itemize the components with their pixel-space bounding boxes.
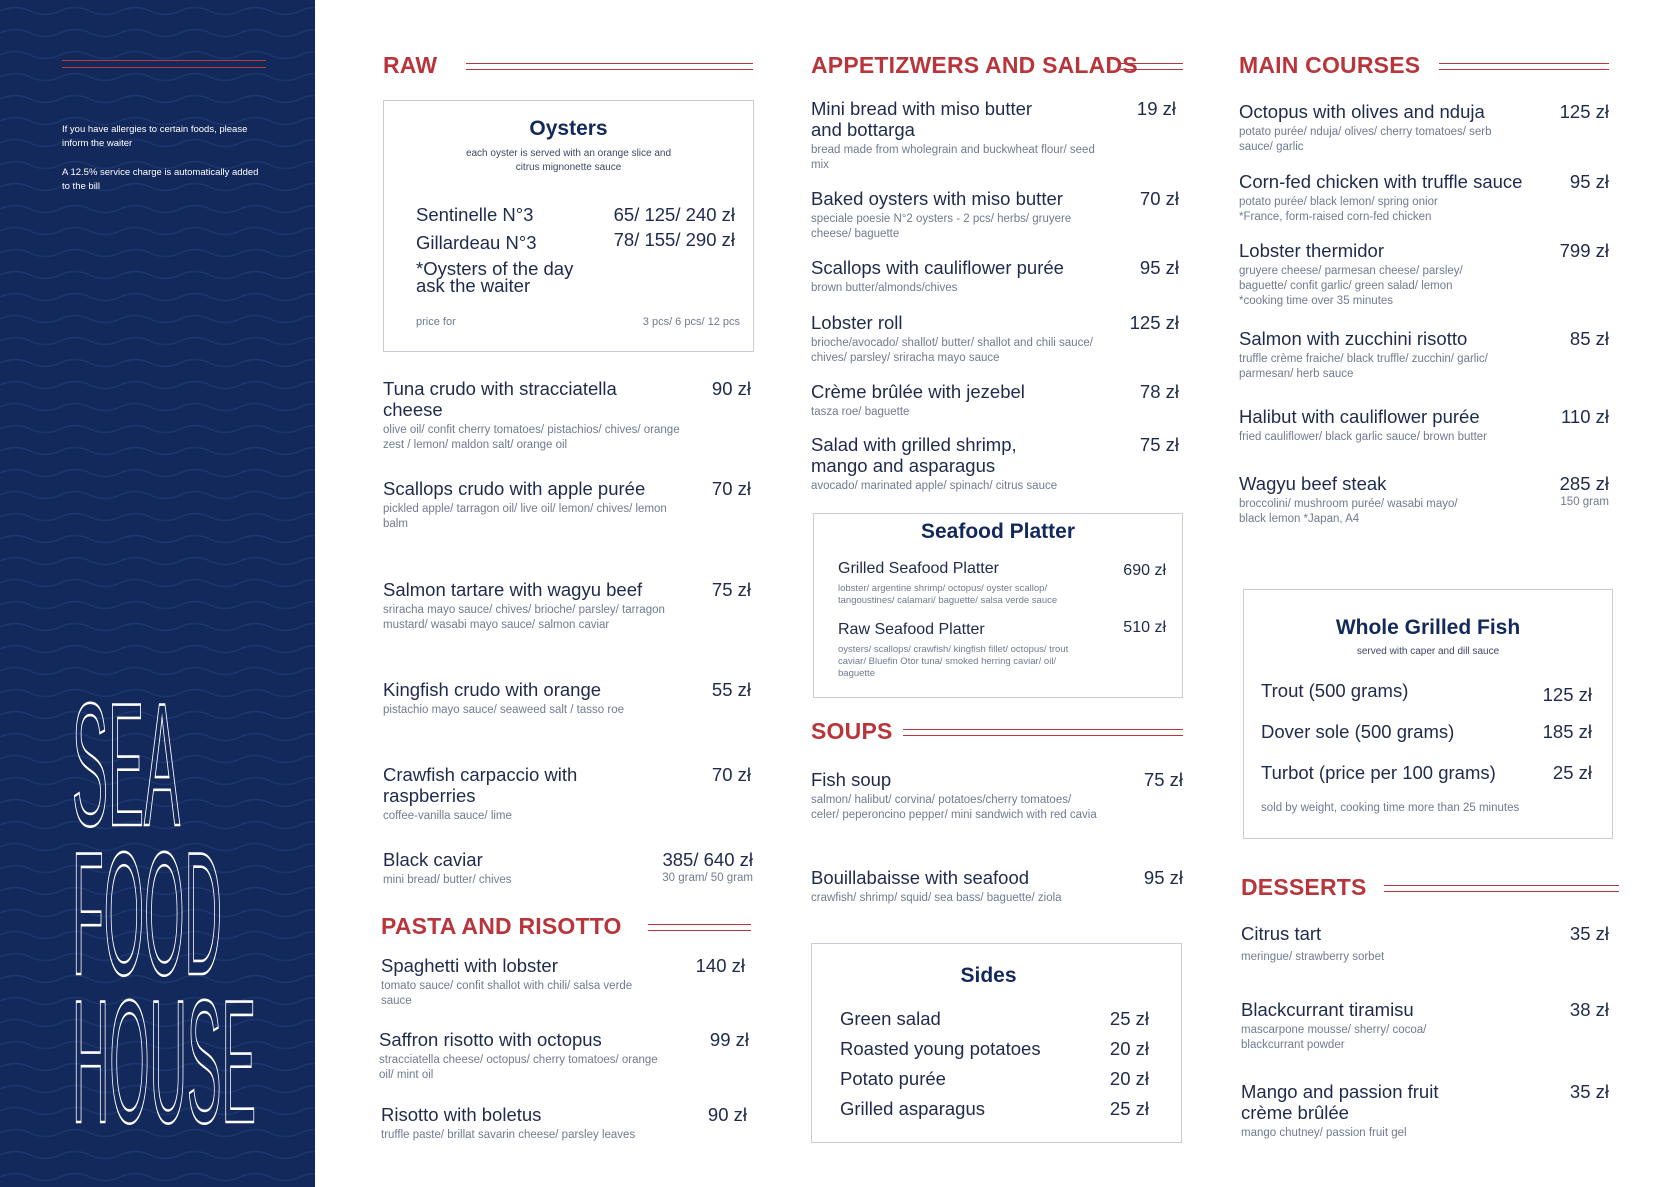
- side-price: 25 zł: [1109, 1098, 1149, 1119]
- fish-name: Dover sole (500 grams): [1261, 721, 1455, 742]
- item-desc: truffle crème fraiche/ black truffle/ zucchin/ garlic/ parmesan/ herb sauce: [1239, 353, 1488, 380]
- side-name: Roasted young potatoes: [840, 1038, 1041, 1059]
- brand-logo: [72, 690, 302, 1130]
- item-name: Saffron risotto with octopus: [379, 1029, 602, 1050]
- item-name: Crème brûlée with jezebel: [811, 381, 1025, 402]
- menu-item: [381, 955, 753, 1009]
- item-price: 35 zł: [1569, 1081, 1609, 1102]
- side-name: Grilled asparagus: [840, 1098, 985, 1119]
- section-title: MAIN COURSES: [1239, 52, 1421, 78]
- side-name: Potato purée: [840, 1068, 946, 1089]
- section-rule: [1119, 63, 1183, 70]
- item-price: 140 zł: [695, 955, 745, 976]
- item-desc: truffle paste/ brillat savarin cheese/ parsley leaves: [381, 1129, 636, 1141]
- section-title: PASTA AND RISOTTO: [381, 913, 622, 939]
- section-title: RAW: [383, 52, 438, 78]
- item-desc: brown butter/almonds/chives: [811, 282, 958, 294]
- oysters-of-day-note: *Oysters of the day ask the waiter: [416, 258, 574, 296]
- menu-item: [383, 579, 753, 633]
- item-desc: pistachio mayo sauce/ seaweed salt / tasso roe: [383, 704, 624, 716]
- item-name: Risotto with boletus: [381, 1104, 542, 1125]
- item-desc: coffee-vanilla sauce/ lime: [383, 810, 512, 822]
- section-soups: [811, 718, 1181, 748]
- section-appetizers: [811, 52, 1181, 82]
- platter-desc: oysters/ scallops/ crawfish/ kingfish fillet/ octopus/ trout caviar/ Bluefin Otor tuna/ smoked herring caviar/ oil/ baguette: [838, 644, 1069, 679]
- menu-item: [811, 434, 1181, 494]
- item-price: 35 zł: [1569, 923, 1609, 944]
- oyster-name: Sentinelle N°3: [416, 204, 534, 225]
- item-desc: gruyere cheese/ parmesan cheese/ parsley/ baguette/ confit garlic/ green salad/ lemon *cooking time over 35 minutes: [1239, 265, 1463, 307]
- item-qty: 30 gram/ 50 gram: [662, 872, 753, 884]
- item-name: Octopus with olives and nduja: [1239, 101, 1485, 122]
- sides-title: Sides: [960, 964, 1017, 987]
- item-price: 85 zł: [1569, 328, 1609, 349]
- item-name: Scallops crudo with apple purée: [383, 478, 646, 499]
- item-price: 70 zł: [711, 764, 751, 785]
- platter-price: 690 zł: [1123, 562, 1166, 579]
- item-name: Corn-fed chicken with truffle sauce: [1239, 171, 1523, 192]
- item-price: 75 zł: [1143, 769, 1183, 790]
- item-name: Crawfish carpaccio with raspberries: [383, 764, 578, 806]
- section-rule: [1439, 63, 1609, 70]
- item-price: 99 zł: [709, 1029, 749, 1050]
- item-desc: bread made from wholegrain and buckwheat flour/ seed mix: [811, 144, 1095, 171]
- item-name: Baked oysters with miso butter: [811, 188, 1063, 209]
- side-panel: [0, 0, 315, 1187]
- platter-name: Raw Seafood Platter: [838, 621, 985, 638]
- item-desc: sriracha mayo sauce/ chives/ brioche/ parsley/ tarragon mustard/ wasabi mayo sauce/ salmon caviar: [383, 604, 665, 631]
- side-price: 20 zł: [1109, 1068, 1149, 1089]
- menu-item: [811, 257, 1181, 296]
- fish-title: Whole Grilled Fish: [1335, 616, 1521, 639]
- brand-line-1: SEA: [72, 690, 181, 863]
- sides-box: [811, 943, 1182, 1143]
- side-name: Green salad: [840, 1008, 941, 1029]
- fish-note: sold by weight, cooking time more than 25 minutes: [1261, 802, 1520, 814]
- side-notes: [62, 123, 262, 209]
- brand-line-3: HOUSE: [72, 965, 256, 1130]
- item-name: Lobster roll: [811, 312, 903, 333]
- item-desc: salmon/ halibut/ corvina/ potatoes/cherry tomatoes/ celer/ peperoncino pepper/ mini sandwich with red cavia: [811, 794, 1097, 821]
- item-name: Spaghetti with lobster: [381, 955, 558, 976]
- item-name: Salmon with zucchini risotto: [1239, 328, 1468, 349]
- item-name: Black caviar: [383, 849, 483, 870]
- item-desc: meringue/ strawberry sorbet: [1241, 951, 1385, 963]
- menu-item: [1239, 240, 1613, 309]
- fish-name: Turbot (price per 100 grams): [1261, 762, 1496, 783]
- item-price: 70 zł: [1139, 188, 1179, 209]
- menu-item: [811, 867, 1181, 906]
- platter-price: 510 zł: [1123, 619, 1166, 636]
- menu-item: [811, 188, 1181, 242]
- oyster-price: 78/ 155/ 290 zł: [613, 229, 735, 250]
- item-desc: pickled apple/ tarragon oil/ live oil/ lemon/ chives/ lemon balm: [383, 503, 667, 530]
- menu-item: [1241, 923, 1613, 965]
- menu-item: [383, 849, 753, 888]
- item-name: Halibut with cauliflower purée: [1239, 406, 1480, 427]
- item-name: Bouillabaisse with seafood: [811, 867, 1030, 888]
- menu-item: [379, 1029, 753, 1083]
- menu-item: [383, 478, 753, 532]
- price-for-label: price for: [416, 316, 456, 328]
- section-rule: [466, 63, 753, 70]
- menu-item: [1239, 473, 1613, 527]
- menu-item: [1239, 328, 1613, 382]
- item-price: 95 zł: [1569, 171, 1609, 192]
- section-pasta: [381, 913, 753, 943]
- item-price: 125 zł: [1129, 312, 1179, 333]
- menu-item: [383, 378, 753, 453]
- item-desc: tomato sauce/ confit shallot with chili/ salsa verde sauce: [381, 980, 633, 1007]
- item-name: Blackcurrant tiramisu: [1241, 999, 1414, 1020]
- section-raw: [383, 52, 753, 82]
- item-price: 385/ 640 zł: [662, 849, 753, 870]
- side-price: 25 zł: [1109, 1008, 1149, 1029]
- item-desc: olive oil/ confit cherry tomatoes/ pistachios/ chives/ orange zest / lemon/ maldon salt/ orange oil: [383, 424, 680, 451]
- menu-item: [1241, 1081, 1613, 1141]
- item-desc: mascarpone mousse/ sherry/ cocoa/ blackcurrant powder: [1241, 1024, 1427, 1051]
- item-name: Mini bread with miso butter and bottarga: [811, 98, 1033, 140]
- item-price: 125 zł: [1559, 101, 1609, 122]
- platter-name: Grilled Seafood Platter: [838, 560, 999, 577]
- item-desc: fried cauliflower/ black garlic sauce/ brown butter: [1239, 431, 1488, 443]
- item-price: 78 zł: [1139, 381, 1179, 402]
- fish-price: 125 zł: [1542, 684, 1592, 705]
- item-desc: broccolini/ mushroom purée/ wasabi mayo/ black lemon *Japan, A4: [1239, 498, 1458, 525]
- section-title: APPETIZWERS AND SALADS: [811, 52, 1138, 78]
- menu-item: [1239, 406, 1613, 445]
- item-desc: mango chutney/ passion fruit gel: [1241, 1127, 1407, 1139]
- item-desc: potato purée/ nduja/ olives/ cherry tomatoes/ serb sauce/ garlic: [1239, 126, 1492, 153]
- item-price: 75 zł: [711, 579, 751, 600]
- menu-item: [383, 679, 753, 718]
- item-qty: 150 gram: [1560, 496, 1609, 508]
- allergy-note: If you have allergies to certain foods, please inform the waiter: [62, 124, 248, 149]
- item-price: 90 zł: [707, 1104, 747, 1125]
- menu-item: [811, 769, 1181, 823]
- item-name: Salad with grilled shrimp, mango and asparagus: [811, 434, 1017, 476]
- menu-item: [1241, 999, 1613, 1053]
- section-rule: [648, 924, 751, 931]
- menu-item: [811, 381, 1181, 420]
- fish-name: Trout (500 grams): [1261, 680, 1409, 701]
- item-desc: tasza roe/ baguette: [811, 406, 910, 418]
- item-price: 90 zł: [711, 378, 751, 399]
- price-for-value: 3 pcs/ 6 pcs/ 12 pcs: [642, 316, 740, 328]
- oyster-price: 65/ 125/ 240 zł: [613, 204, 735, 225]
- platter-desc: lobster/ argentine shrimp/ octopus/ oyster scallop/ tangoustines/ calamari/ baguette/ salsa verde sauce: [838, 583, 1058, 606]
- item-price: 95 zł: [1139, 257, 1179, 278]
- section-desserts: [1241, 874, 1613, 904]
- section-title: DESSERTS: [1241, 874, 1367, 900]
- service-note: A 12.5% service charge is automatically added to the bill: [62, 167, 259, 192]
- fish-price: 185 zł: [1542, 721, 1592, 742]
- side-rule: [62, 60, 266, 68]
- item-desc: brioche/avocado/ shallot/ butter/ shallot and chili sauce/ chives/ parsley/ sriracha mayo sauce: [811, 337, 1093, 364]
- fish-price: 25 zł: [1552, 762, 1592, 783]
- section-title: SOUPS: [811, 718, 893, 744]
- section-rule: [903, 729, 1183, 736]
- item-price: 285 zł: [1559, 473, 1609, 494]
- section-rule: [1384, 885, 1619, 892]
- item-name: Kingfish crudo with orange: [383, 679, 602, 700]
- item-desc: avocado/ marinated apple/ spinach/ citrus sauce: [811, 480, 1058, 492]
- platter-title: Seafood Platter: [920, 520, 1076, 543]
- item-desc: mini bread/ butter/ chives: [383, 874, 512, 886]
- side-price: 20 zł: [1109, 1038, 1149, 1059]
- item-desc: stracciatella cheese/ octopus/ cherry tomatoes/ orange oil/ mint oil: [379, 1054, 658, 1081]
- section-mains: [1239, 52, 1613, 82]
- menu-item: [811, 312, 1181, 366]
- item-name: Wagyu beef steak: [1239, 473, 1387, 494]
- platter-box: [813, 513, 1183, 698]
- item-desc: speciale poesie N°2 oysters - 2 pcs/ herbs/ gruyere cheese/ baguette: [811, 213, 1072, 240]
- item-name: Scallops with cauliflower purée: [811, 257, 1064, 278]
- fish-subtitle: served with caper and dill sauce: [1356, 646, 1500, 657]
- oysters-subtitle: each oyster is served with an orange slice and citrus mignonette sauce: [465, 148, 672, 173]
- item-price: 38 zł: [1569, 999, 1609, 1020]
- menu-item: [1239, 171, 1613, 225]
- item-name: Tuna crudo with stracciatella cheese: [383, 378, 617, 420]
- item-price: 70 zł: [711, 478, 751, 499]
- menu-item: [1239, 101, 1613, 155]
- menu-item: [383, 764, 753, 824]
- item-price: 19 zł: [1136, 98, 1176, 119]
- fish-box: [1243, 589, 1613, 839]
- item-price: 55 zł: [711, 679, 751, 700]
- menu-item: [811, 98, 1181, 173]
- item-desc: crawfish/ shrimp/ squid/ sea bass/ baguette/ ziola: [811, 892, 1062, 904]
- menu-item: [381, 1104, 753, 1143]
- item-price: 110 zł: [1561, 406, 1609, 427]
- oysters-title: Oysters: [529, 117, 608, 140]
- brand-line-2: FOOD: [72, 817, 222, 1012]
- item-price: 95 zł: [1143, 867, 1183, 888]
- item-desc: potato purée/ black lemon/ spring onior *France, form-raised corn-fed chicken: [1239, 196, 1438, 223]
- item-name: Lobster thermidor: [1239, 240, 1384, 261]
- item-price: 799 zł: [1559, 240, 1609, 261]
- item-name: Citrus tart: [1241, 923, 1322, 944]
- oysters-box: [383, 100, 754, 352]
- item-name: Salmon tartare with wagyu beef: [383, 579, 643, 600]
- item-price: 75 zł: [1139, 434, 1179, 455]
- oyster-name: Gillardeau N°3: [416, 232, 537, 253]
- item-name: Fish soup: [811, 769, 892, 790]
- item-name: Mango and passion fruit crème brûlée: [1241, 1081, 1439, 1123]
